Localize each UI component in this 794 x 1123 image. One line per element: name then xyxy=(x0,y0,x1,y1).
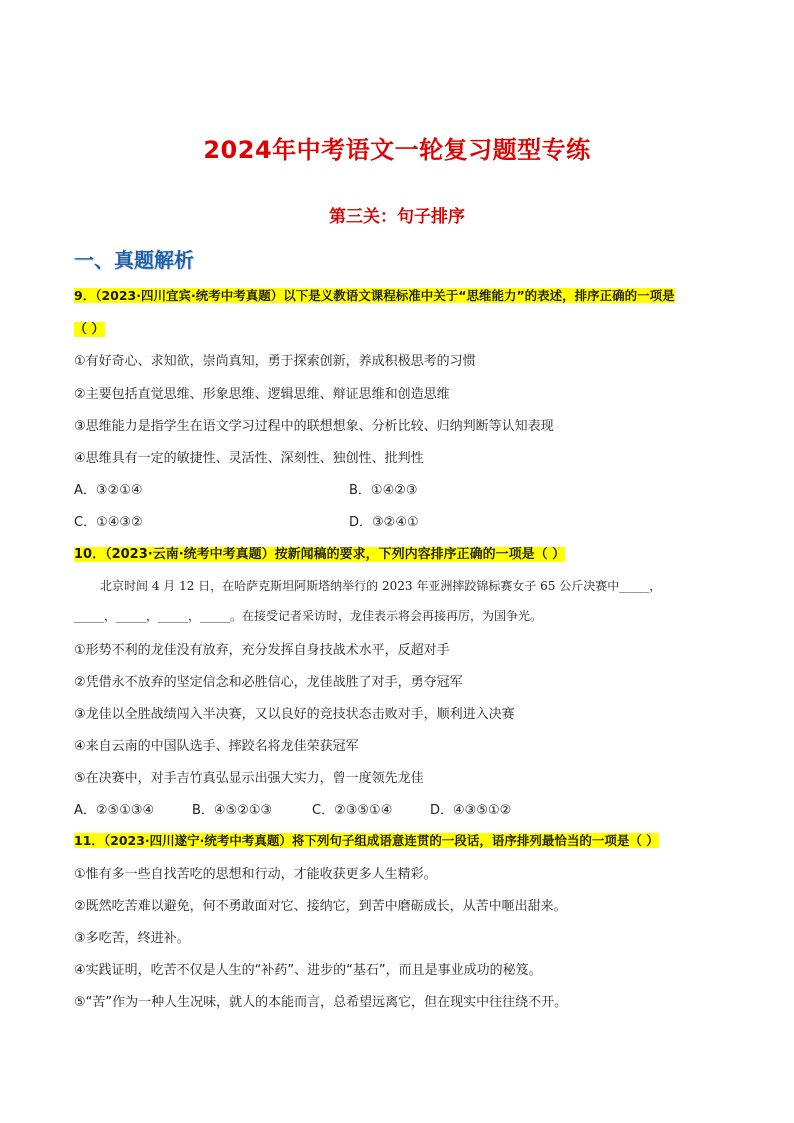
question-11-heading xyxy=(74,831,659,849)
q11-item-4: ④实践证明，吃苦不仅是人生的“补药”、进步的“基石”，而且是事业成功的秘笈。 xyxy=(74,963,542,978)
question-9-heading-cont xyxy=(74,318,105,337)
q10-item-4: ④来自云南的中国队选手、摔跤名将龙佳荣获冠军 xyxy=(74,739,359,754)
q10-item-3: ③龙佳以全胜战绩闯入半决赛，又以良好的竞技状态击败对手，顺利进入决赛 xyxy=(74,707,515,722)
q10-option-a: A．②⑤①③④ xyxy=(74,803,155,818)
question-11-heading-text: 11．（2023·四川遂宁·统考中考真题）将下列句子组成语意连贯的一段话，语序排列最恰当的一项是（ ） xyxy=(74,833,659,848)
q9-item-2: ②主要包括直觉思维、形象思维、逻辑思维、辩证思维和创造思维 xyxy=(74,387,450,402)
q10-option-d: D．④③⑤①② xyxy=(430,803,512,818)
question-9-heading-line1: 9．（2023·四川宜宾·统考中考真题）以下是义教语文课程标准中关于“思维能力”的表述，排序正确的一项是 xyxy=(74,288,675,303)
q10-news-line-1: 北京时间 4 月 12 日，在哈萨克斯坦阿斯塔纳举行的 2023 年亚洲摔跤锦标赛女子 65 公斤决赛中_____， xyxy=(100,579,662,593)
document-title: 2024年中考语文一轮复习题型专练 xyxy=(203,136,591,164)
q10-news-line-2: _____，_____，_____，_____。在接受记者采访时，龙佳表示将会再接再厉，为国争光。 xyxy=(74,609,543,623)
q10-option-b: B．④⑤②①③ xyxy=(192,803,273,818)
document-subtitle: 第三关：句子排序 xyxy=(329,207,465,227)
q9-item-4: ④思维具有一定的敏捷性、灵活性、深刻性、独创性、批判性 xyxy=(74,451,424,466)
q11-item-3: ③多吃苦，终进补。 xyxy=(74,931,190,946)
question-9-answer-blank: （ ） xyxy=(74,322,105,337)
section-heading: 一、真题解析 xyxy=(74,248,194,272)
q9-option-c: C．①④③② xyxy=(74,515,143,530)
q9-item-1: ①有好奇心、求知欲，崇尚真知，勇于探索创新，养成积极思考的习惯 xyxy=(74,354,476,369)
question-9-heading xyxy=(74,286,675,304)
q10-item-2: ②凭借永不放弃的坚定信念和必胜信心，龙佳战胜了对手，勇夺冠军 xyxy=(74,675,463,690)
q9-item-3: ③思维能力是指学生在语文学习过程中的联想想象、分析比较、归纳判断等认知表现 xyxy=(74,419,554,434)
q11-item-2: ②既然吃苦难以避免，何不勇敢面对它、接纳它，到苦中磨砺成长，从苦中咂出甜来。 xyxy=(74,899,567,914)
question-10-heading-text: 10．（2023·云南·统考中考真题）按新闻稿的要求，下列内容排序正确的一项是（ ） xyxy=(74,547,566,562)
q10-item-5: ⑤在决赛中，对手吉竹真弘显示出强大实力，曾一度领先龙佳 xyxy=(74,771,424,786)
question-10-heading xyxy=(74,543,565,562)
q9-option-a: A．③②①④ xyxy=(74,483,143,498)
q9-option-b: B．①④②③ xyxy=(349,483,418,498)
q10-item-1: ①形势不利的龙佳没有放弃，充分发挥自身技战术水平，反超对手 xyxy=(74,643,450,658)
q10-option-c: C．②③⑤①④ xyxy=(312,803,393,818)
q9-option-d: D．③②④① xyxy=(349,515,419,530)
q11-item-1: ①惟有多一些自找苦吃的思想和行动，才能收获更多人生精彩。 xyxy=(74,867,437,882)
q11-item-5: ⑤“苦”作为一种人生况味，就人的本能而言，总希望远离它，但在现实中往往绕不开。 xyxy=(74,995,568,1010)
